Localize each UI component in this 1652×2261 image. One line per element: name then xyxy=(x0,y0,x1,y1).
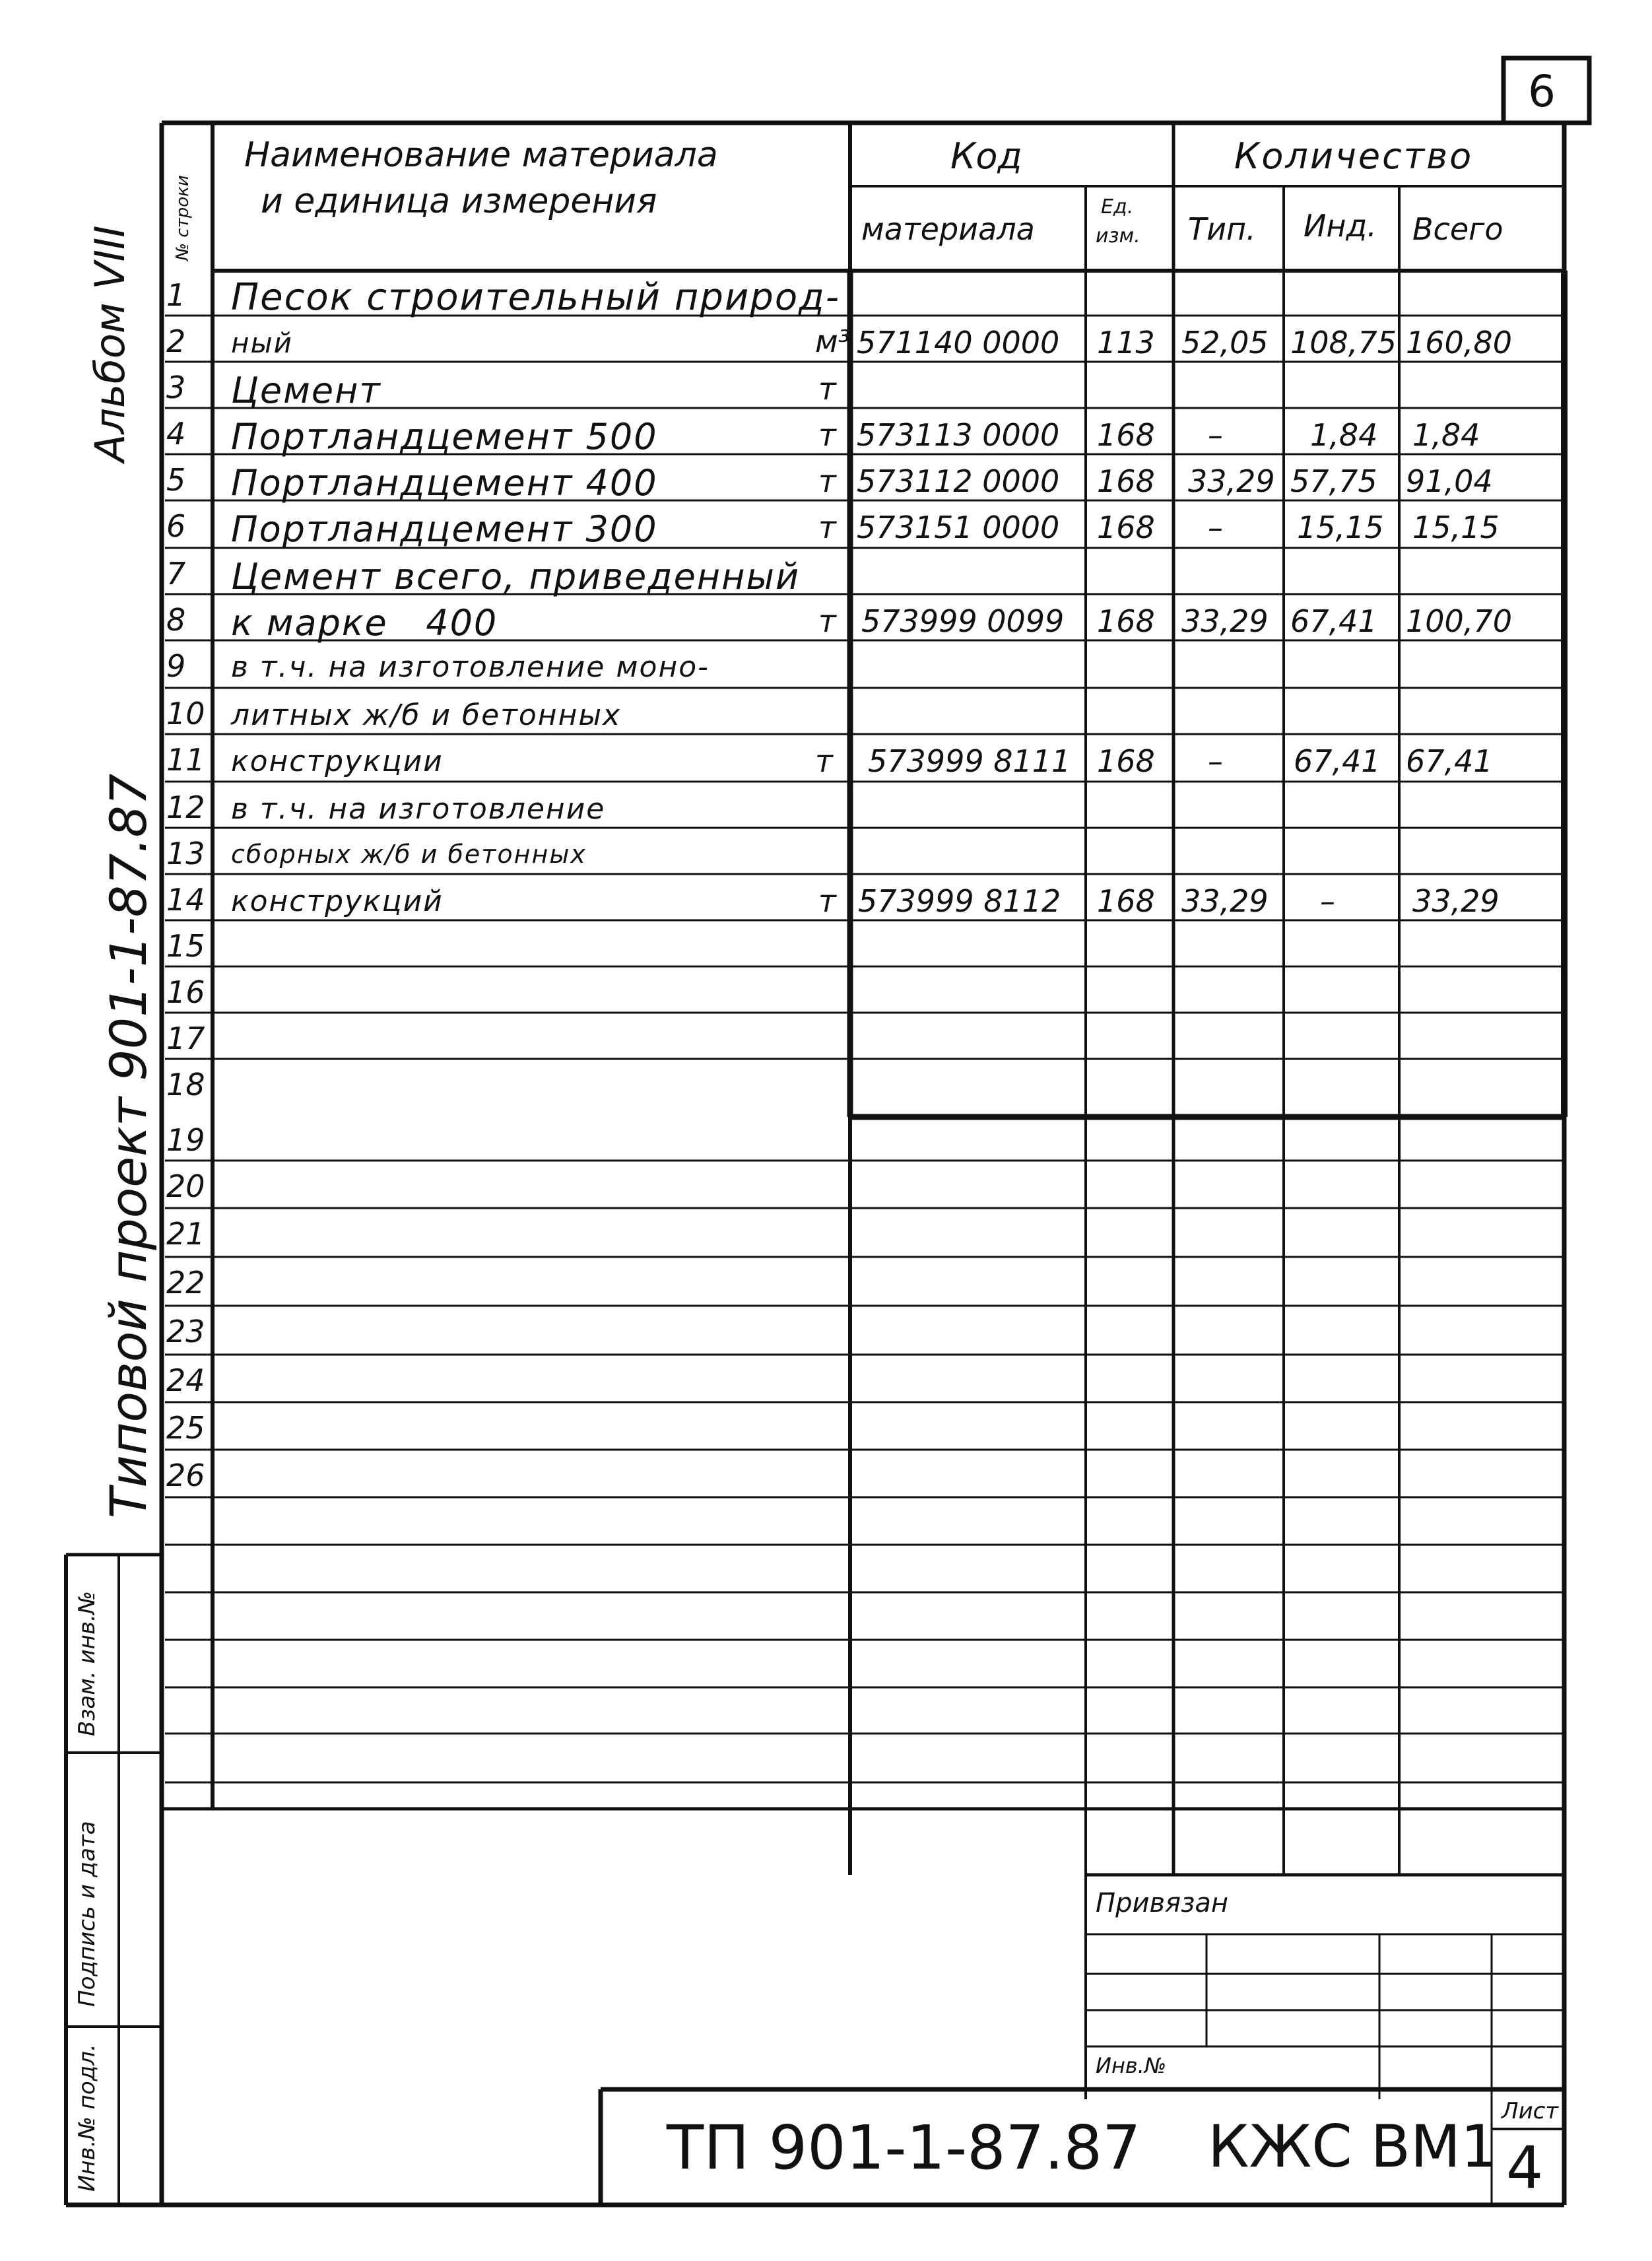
material-unit: т xyxy=(818,463,836,499)
qty-total: 67,41 xyxy=(1406,743,1493,779)
row-number: 1 xyxy=(166,277,186,313)
row-number: 21 xyxy=(166,1216,205,1252)
material-unit: т xyxy=(818,510,836,545)
qty-ind: – xyxy=(1320,883,1335,919)
qty-total: 1,84 xyxy=(1412,417,1480,453)
album-label: Альбом VIII xyxy=(86,225,134,462)
qty-typ: 33,29 xyxy=(1181,603,1269,639)
unit-code: 168 xyxy=(1097,463,1155,499)
header-qty-total: Всего xyxy=(1412,211,1503,247)
material-name: Портландцемент 400 xyxy=(231,462,658,504)
row-number: 20 xyxy=(166,1168,205,1204)
qty-total: 33,29 xyxy=(1412,883,1500,919)
row-number: 4 xyxy=(166,416,186,452)
qty-total: 15,15 xyxy=(1412,510,1500,545)
row-number: 5 xyxy=(166,462,186,498)
row-number: 13 xyxy=(166,836,205,871)
row-number: 17 xyxy=(166,1021,205,1056)
inv-no-label: Инв.№ xyxy=(1096,2053,1167,2078)
material-code: 573999 0099 xyxy=(861,603,1065,639)
material-unit: м³ xyxy=(815,323,851,359)
project-label: Типовой проект 901-1-87.87 xyxy=(99,773,158,1518)
material-code: 571140 0000 xyxy=(857,325,1060,360)
material-name: ный xyxy=(231,327,293,359)
material-code: 573113 0000 xyxy=(857,417,1060,453)
header-qty-group: Количество xyxy=(1234,135,1474,177)
qty-ind: 57,75 xyxy=(1290,463,1377,499)
material-name: в т.ч. на изготовление xyxy=(231,792,606,826)
row-number: 25 xyxy=(166,1410,205,1446)
material-name: конструкции xyxy=(231,745,444,778)
qty-typ: – xyxy=(1208,510,1223,545)
row-number: 23 xyxy=(166,1314,205,1349)
header-code-material: материала xyxy=(861,211,1035,247)
row-number: 2 xyxy=(166,323,186,359)
qty-ind: 67,41 xyxy=(1290,603,1377,639)
row-number: 7 xyxy=(166,556,186,591)
material-code: 573151 0000 xyxy=(857,510,1060,545)
privyazan-label: Привязан xyxy=(1096,1888,1229,1918)
material-code: 573112 0000 xyxy=(857,463,1060,499)
material-unit: т xyxy=(818,603,836,639)
row-number: 22 xyxy=(166,1265,205,1300)
qty-typ: 33,29 xyxy=(1188,463,1275,499)
material-name: к марке 400 xyxy=(231,602,498,644)
row-number: 14 xyxy=(166,882,205,918)
header-name-line-1: Наименование материала xyxy=(244,135,718,175)
header-qty-ind: Инд. xyxy=(1304,208,1377,244)
row-number: 18 xyxy=(166,1067,205,1102)
qty-typ: – xyxy=(1208,417,1223,453)
document-code: ТП 901-1-87.87 xyxy=(667,2112,1141,2183)
qty-typ: 33,29 xyxy=(1181,883,1269,919)
row-number: 24 xyxy=(166,1363,205,1398)
material-name: литных ж/б и бетонных xyxy=(231,698,622,732)
material-name: конструкций xyxy=(231,885,444,918)
material-name: сборных ж/б и бетонных xyxy=(231,840,587,869)
material-code: 573999 8111 xyxy=(868,743,1071,779)
row-number: 16 xyxy=(166,974,205,1010)
qty-typ: 52,05 xyxy=(1181,325,1269,360)
unit-code: 168 xyxy=(1097,883,1155,919)
stamp-label-signature-date: Подпись и дата xyxy=(74,1821,100,2007)
qty-typ: – xyxy=(1208,743,1223,779)
header-code-unit-2: изм. xyxy=(1096,224,1140,248)
material-unit: т xyxy=(815,743,833,779)
header-qty-typ: Тип. xyxy=(1188,211,1256,247)
row-number: 11 xyxy=(166,742,205,778)
row-number: 10 xyxy=(166,696,205,731)
material-name: Цемент всего, приведенный xyxy=(231,556,801,597)
unit-code: 113 xyxy=(1097,325,1155,360)
row-number: 26 xyxy=(166,1458,205,1493)
header-name-line-2: и единица измерения xyxy=(261,182,657,221)
qty-total: 91,04 xyxy=(1406,463,1493,499)
unit-code: 168 xyxy=(1097,417,1155,453)
header-row-number: № строки xyxy=(173,175,193,261)
material-name: Портландцемент 500 xyxy=(231,416,658,457)
row-number: 9 xyxy=(166,648,186,684)
material-unit: т xyxy=(818,371,836,407)
stamp-label-replaced-inv: Взам. инв.№ xyxy=(74,1590,100,1736)
material-name: Портландцемент 300 xyxy=(231,508,658,550)
unit-code: 168 xyxy=(1097,603,1155,639)
row-number: 6 xyxy=(166,508,186,544)
qty-ind: 108,75 xyxy=(1290,325,1397,360)
stamp-label-inv-original: Инв.№ подл. xyxy=(74,2044,100,2192)
row-number: 19 xyxy=(166,1122,205,1158)
row-number: 3 xyxy=(166,370,186,405)
header-code-unit-1: Ед. xyxy=(1101,195,1134,219)
unit-code: 168 xyxy=(1097,743,1155,779)
material-unit: т xyxy=(818,883,836,919)
qty-ind: 67,41 xyxy=(1294,743,1381,779)
qty-ind: 15,15 xyxy=(1297,510,1384,545)
material-code: 573999 8112 xyxy=(858,883,1061,919)
sheet-number: 4 xyxy=(1506,2134,1543,2202)
material-unit: т xyxy=(818,417,836,453)
material-name: в т.ч. на изготовление моно- xyxy=(231,650,710,684)
header-code-group: Код xyxy=(950,135,1022,177)
row-number: 12 xyxy=(166,790,205,825)
document-mark: КЖС ВМ1 xyxy=(1208,2112,1498,2180)
row-number: 8 xyxy=(166,602,186,638)
qty-total: 160,80 xyxy=(1406,325,1512,360)
qty-ind: 1,84 xyxy=(1310,417,1378,453)
unit-code: 168 xyxy=(1097,510,1155,545)
qty-total: 100,70 xyxy=(1406,603,1512,639)
sheet-corner-number: 6 xyxy=(1528,66,1556,117)
row-number: 15 xyxy=(166,928,205,964)
material-name: Цемент xyxy=(231,370,381,411)
sheet-label: Лист xyxy=(1502,2098,1559,2124)
material-name: Песок строительный природ- xyxy=(231,276,841,319)
